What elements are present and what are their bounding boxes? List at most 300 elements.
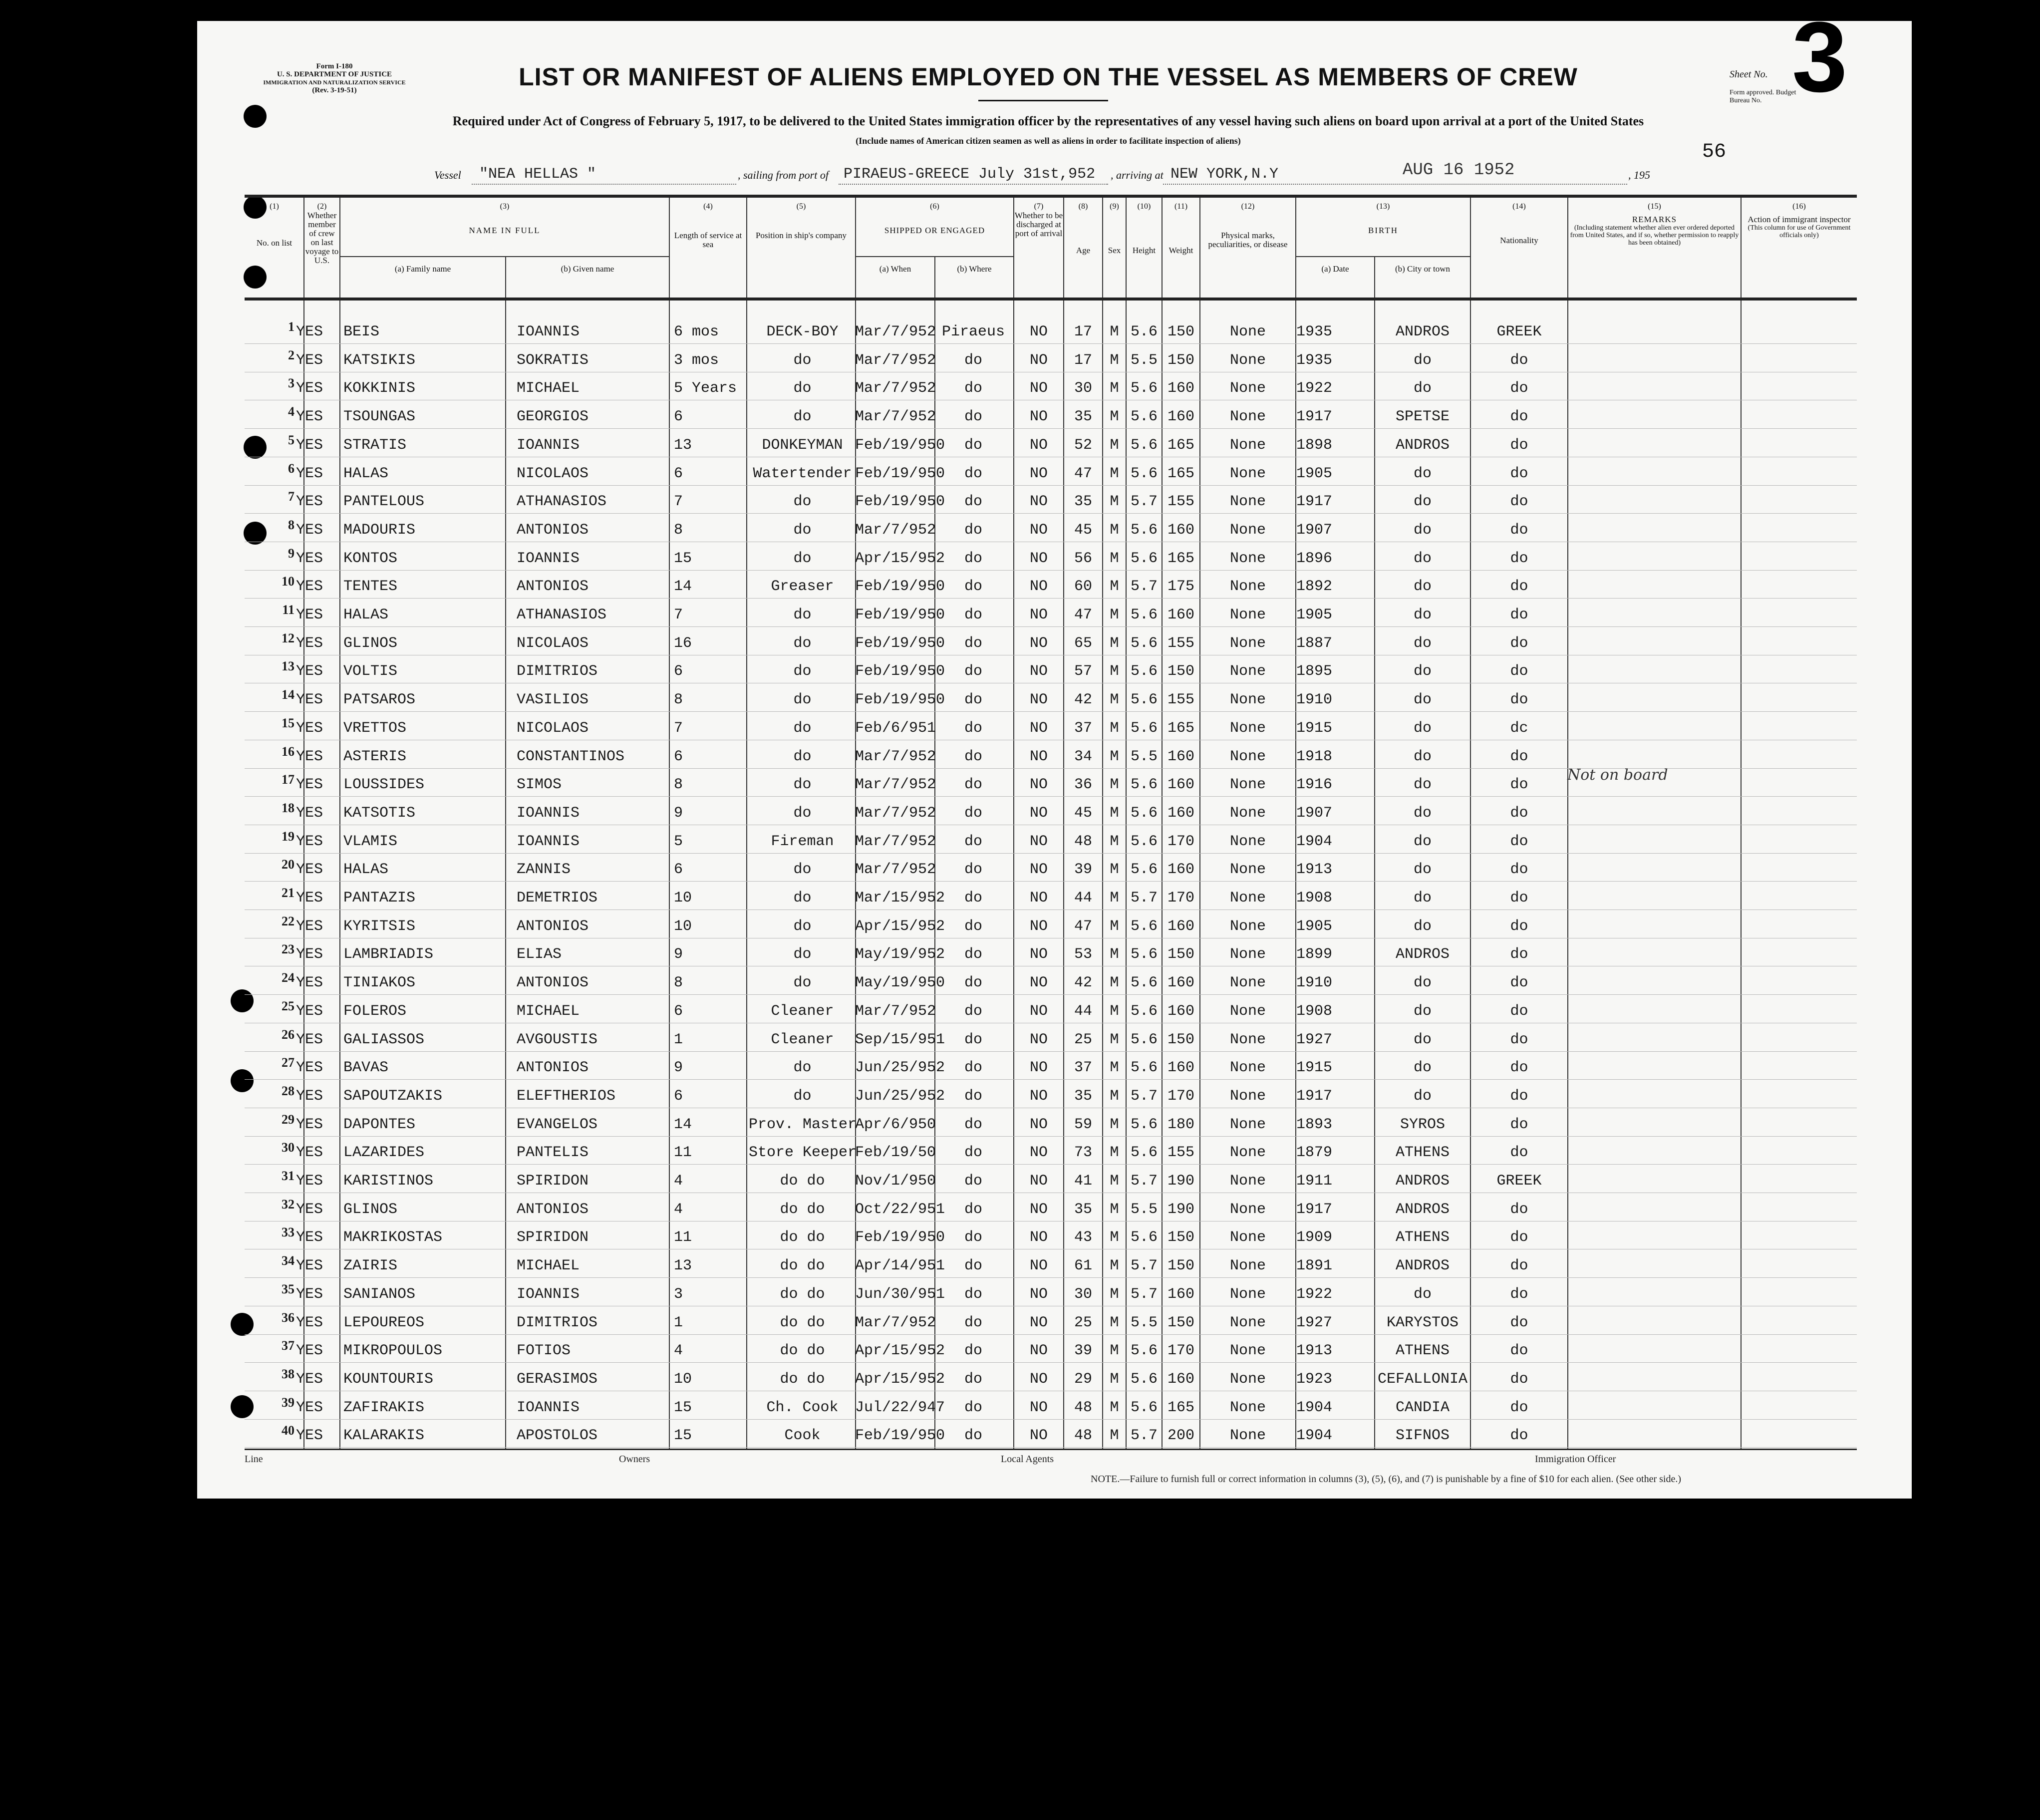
cell-birth-date: 1916 [1296, 776, 1333, 793]
cell-given-name: ATHANASIOS [517, 607, 607, 623]
cell-position: do [793, 974, 812, 991]
cell-last-voyage: YES [295, 1173, 323, 1190]
cell-position: do [793, 522, 812, 539]
cell-age: 45 [1074, 805, 1092, 822]
cell-sex: M [1110, 1116, 1119, 1133]
cell-weight: 190 [1167, 1173, 1194, 1190]
cell-nationality: do [1510, 946, 1528, 963]
cell-given-name: DEMETRIOS [517, 890, 598, 907]
cell-given-name: FOTIOS [517, 1342, 571, 1359]
cell-age: 35 [1074, 1088, 1092, 1105]
header-subtext: (This column for use of Government officials only) [1748, 224, 1851, 239]
cell-length-service: 9 [674, 946, 683, 963]
cell-birth-city: do [1413, 352, 1432, 369]
cell-shipped-when: Mar/7/952 [855, 323, 936, 340]
cell-family-name: VOLTIS [343, 663, 398, 680]
header-subtext: (Including statement whether alien ever ordered deported from United States, and if so, whether permission to reapply has been obtained) [1570, 224, 1739, 247]
cell-family-name: TENTES [343, 578, 398, 595]
header-num: (1) [270, 202, 279, 211]
cell-birth-city: KARYSTOS [1386, 1314, 1459, 1331]
cell-birth-city: ANDROS [1395, 1257, 1450, 1274]
cell-birth-date: 1905 [1296, 465, 1333, 482]
cell-discharged: NO [1029, 465, 1048, 482]
cell-position: do [793, 805, 812, 822]
header-text: Position in ship's company [755, 231, 847, 240]
row-number: 25 [282, 999, 294, 1013]
cell-family-name: KOKKINIS [343, 380, 416, 397]
cell-sex: M [1110, 408, 1119, 425]
cell-shipped-where: do [964, 890, 982, 907]
cell-shipped-where: do [964, 352, 982, 369]
cell-family-name: GLINOS [343, 635, 398, 652]
cell-given-name: MICHAEL [517, 380, 580, 397]
cell-given-name: SOKRATIS [517, 352, 589, 369]
cell-shipped-when: Feb/19/950 [855, 1427, 945, 1444]
cell-height: 5.5 [1130, 748, 1158, 765]
port-dotted-line [839, 184, 1108, 185]
cell-shipped-when: Jun/25/952 [855, 1059, 945, 1076]
cell-sex: M [1110, 1427, 1119, 1444]
cell-nationality: do [1510, 1257, 1528, 1274]
cell-physical-marks: None [1229, 861, 1266, 878]
row-number: 35 [282, 1282, 294, 1296]
cell-discharged: NO [1029, 578, 1048, 595]
cell-height: 5.7 [1130, 1286, 1158, 1303]
arrival-dotted-line [1163, 184, 1627, 185]
cell-family-name: KATSOTIS [343, 805, 416, 822]
cell-birth-date: 1893 [1296, 1116, 1333, 1133]
cell-family-name: PATSAROS [343, 691, 416, 708]
cell-height: 5.6 [1130, 1059, 1158, 1076]
cell-sex: M [1110, 1201, 1119, 1218]
cell-sex: M [1110, 748, 1119, 765]
cell-shipped-when: Feb/19/950 [855, 691, 945, 708]
cell-length-service: 15 [674, 550, 692, 567]
header-physical-marks [1200, 202, 1295, 249]
cell-given-name: GEORGIOS [517, 408, 589, 425]
cell-nationality: do [1510, 352, 1528, 369]
cell-shipped-where: do [964, 1003, 982, 1020]
page-title: LIST OR MANIFEST OF ALIENS EMPLOYED ON THE VESSEL AS MEMBERS OF CREW [519, 63, 1578, 91]
cell-position: do [793, 1059, 812, 1076]
header-text: Sex [1108, 246, 1121, 255]
cell-discharged: NO [1029, 1031, 1048, 1048]
header-num: (12) [1241, 202, 1255, 211]
header-num: (7) [1034, 202, 1044, 211]
cell-last-voyage: YES [295, 946, 323, 963]
cell-birth-city: ATHENS [1395, 1342, 1450, 1359]
cell-height: 5.6 [1130, 323, 1158, 340]
cell-birth-date: 1887 [1296, 635, 1333, 652]
cell-shipped-when: Mar/7/952 [855, 1003, 936, 1020]
vessel-dotted-line [472, 184, 736, 185]
cell-last-voyage: YES [295, 833, 323, 850]
cell-last-voyage: YES [295, 408, 323, 425]
cell-physical-marks: None [1229, 918, 1266, 935]
footer-local-agents-label: Local Agents [1001, 1454, 1054, 1465]
cell-nationality: do [1510, 1031, 1528, 1048]
cell-nationality: do [1510, 380, 1528, 397]
cell-position: do do [780, 1371, 825, 1388]
cell-discharged: NO [1029, 1399, 1048, 1416]
sailing-label: , sailing from port of [738, 169, 829, 181]
cell-position: do [793, 663, 812, 680]
cell-given-name: ANTONIOS [517, 1201, 589, 1218]
cell-shipped-when: Jun/25/952 [855, 1088, 945, 1105]
cell-height: 5.6 [1130, 833, 1158, 850]
cell-birth-city: ANDROS [1395, 1201, 1450, 1218]
cell-age: 25 [1074, 1031, 1092, 1048]
cell-nationality: do [1510, 522, 1528, 539]
cell-shipped-where: do [964, 635, 982, 652]
cell-birth-date: 1915 [1296, 720, 1333, 737]
cell-height: 5.7 [1130, 890, 1158, 907]
row-number: 12 [282, 631, 294, 645]
cell-weight: 160 [1167, 1286, 1194, 1303]
cell-physical-marks: None [1229, 748, 1266, 765]
cell-birth-city: CEFALLONIA [1377, 1371, 1468, 1388]
cell-age: 48 [1074, 1427, 1092, 1444]
cell-nationality: do [1510, 918, 1528, 935]
cell-sex: M [1110, 1314, 1119, 1331]
cell-position: do [793, 550, 812, 567]
cell-discharged: NO [1029, 720, 1048, 737]
row-number: 23 [282, 942, 294, 956]
cell-shipped-when: Mar/7/952 [855, 776, 936, 793]
cell-position: do [793, 493, 812, 510]
cell-sex: M [1110, 776, 1119, 793]
header-birth-date: (a) Date [1321, 264, 1349, 274]
cell-discharged: NO [1029, 437, 1048, 454]
cell-height: 5.5 [1130, 1314, 1158, 1331]
cell-sex: M [1110, 1031, 1119, 1048]
cell-last-voyage: YES [295, 1399, 323, 1416]
cell-shipped-where: do [964, 493, 982, 510]
row-number: 18 [282, 801, 294, 815]
cell-weight: 160 [1167, 607, 1194, 623]
cell-sex: M [1110, 974, 1119, 991]
cell-birth-date: 1908 [1296, 890, 1333, 907]
cell-birth-city: SYROS [1400, 1116, 1445, 1133]
cell-discharged: NO [1029, 522, 1048, 539]
cell-nationality: dc [1510, 720, 1528, 737]
row-rule [245, 1051, 1857, 1052]
cell-position: do [793, 890, 812, 907]
cell-birth-city: do [1413, 918, 1432, 935]
cell-physical-marks: None [1229, 408, 1266, 425]
cell-physical-marks: None [1229, 1286, 1266, 1303]
cell-given-name: SPIRIDON [517, 1173, 589, 1190]
cell-shipped-when: Feb/19/950 [855, 578, 945, 595]
cell-given-name: NICOLAOS [517, 465, 589, 482]
cell-weight: 160 [1167, 861, 1194, 878]
year-label: , 195 [1628, 169, 1650, 181]
col-divider [669, 198, 670, 1449]
cell-weight: 160 [1167, 1059, 1194, 1076]
cell-weight: 165 [1167, 1399, 1194, 1416]
cell-birth-date: 1922 [1296, 1286, 1333, 1303]
cell-shipped-when: Apr/14/951 [855, 1257, 945, 1274]
row-rule [245, 1419, 1857, 1420]
cell-weight: 190 [1167, 1201, 1194, 1218]
cell-age: 65 [1074, 635, 1092, 652]
footer-note: NOTE.—Failure to furnish full or correct information in columns (3), (5), (6), and (7) is punishable by a fine of $10 for each alien. (See other side.) [1091, 1474, 1681, 1485]
cell-nationality: do [1510, 1399, 1528, 1416]
row-number: 37 [282, 1338, 294, 1353]
vessel-name: "NEA HELLAS " [479, 166, 596, 183]
row-number: 13 [282, 659, 294, 673]
row-rule [245, 1447, 1857, 1448]
cell-age: 52 [1074, 437, 1092, 454]
header-weight [1163, 202, 1199, 255]
cell-nationality: do [1510, 437, 1528, 454]
cell-nationality: do [1510, 805, 1528, 822]
cell-length-service: 11 [674, 1229, 692, 1246]
row-number: 36 [282, 1310, 294, 1325]
cell-family-name: HALAS [343, 607, 389, 623]
cell-position: do [793, 918, 812, 935]
cell-physical-marks: None [1229, 833, 1266, 850]
arrival-port: NEW YORK,N.Y [1170, 166, 1279, 183]
cell-shipped-where: do [964, 1201, 982, 1218]
row-number: 21 [282, 886, 294, 900]
cell-sex: M [1110, 1144, 1119, 1161]
cell-weight: 160 [1167, 805, 1194, 822]
cell-discharged: NO [1029, 776, 1048, 793]
cell-weight: 165 [1167, 550, 1194, 567]
cell-height: 5.6 [1130, 437, 1158, 454]
cell-length-service: 3 mos [674, 352, 719, 369]
header-text: Weight [1168, 246, 1193, 255]
cell-shipped-when: Mar/7/952 [855, 352, 936, 369]
cell-shipped-where: do [964, 578, 982, 595]
cell-position: do [793, 380, 812, 397]
cell-position: do do [780, 1342, 825, 1359]
cell-nationality: do [1510, 408, 1528, 425]
cell-birth-city: do [1413, 578, 1432, 595]
cell-nationality: do [1510, 635, 1528, 652]
cell-discharged: NO [1029, 946, 1048, 963]
cell-family-name: KONTOS [343, 550, 398, 567]
cell-shipped-when: Sep/15/951 [855, 1031, 945, 1048]
cell-family-name: KARISTINOS [343, 1173, 434, 1190]
cell-sex: M [1110, 1088, 1119, 1105]
cell-weight: 155 [1167, 635, 1194, 652]
cell-birth-date: 1879 [1296, 1144, 1333, 1161]
cell-family-name: LAZARIDES [343, 1144, 425, 1161]
cell-position: do [793, 1088, 812, 1105]
row-rule [245, 343, 1857, 344]
cell-family-name: GALIASSOS [343, 1031, 425, 1048]
cell-age: 37 [1074, 1059, 1092, 1076]
row-number: 30 [282, 1140, 294, 1155]
cell-birth-city: ATHENS [1395, 1229, 1450, 1246]
cell-given-name: AVGOUSTIS [517, 1031, 598, 1048]
header-text: SHIPPED OR ENGAGED [884, 226, 985, 235]
row-number: 7 [288, 489, 294, 504]
row-number: 3 [288, 376, 294, 390]
footer-line-label: Line [245, 1454, 263, 1465]
header-inspector-action [1742, 202, 1857, 239]
cell-family-name: SANIANOS [343, 1286, 416, 1303]
cell-height: 5.6 [1130, 691, 1158, 708]
header-name-in-full [340, 202, 669, 235]
cell-birth-city: do [1413, 1286, 1432, 1303]
row-number: 24 [282, 970, 294, 985]
cell-birth-date: 1910 [1296, 691, 1333, 708]
cell-position: do [793, 408, 812, 425]
cell-family-name: HALAS [343, 465, 389, 482]
cell-length-service: 7 [674, 607, 683, 623]
cell-physical-marks: None [1229, 1116, 1266, 1133]
cell-height: 5.6 [1130, 1399, 1158, 1416]
header-text: Height [1132, 246, 1156, 255]
cell-given-name: GERASIMOS [517, 1371, 598, 1388]
cell-physical-marks: None [1229, 946, 1266, 963]
row-rule [245, 994, 1857, 995]
cell-physical-marks: None [1229, 1257, 1266, 1274]
cell-family-name: KOUNTOURIS [343, 1371, 434, 1388]
cell-physical-marks: None [1229, 720, 1266, 737]
cell-shipped-when: Mar/15/952 [855, 890, 945, 907]
cell-nationality: do [1510, 861, 1528, 878]
header-text: Nationality [1500, 236, 1538, 245]
cell-birth-city: do [1413, 380, 1432, 397]
cell-length-service: 7 [674, 720, 683, 737]
header-num: (4) [703, 202, 713, 211]
cell-birth-date: 1927 [1296, 1314, 1333, 1331]
row-rule [245, 626, 1857, 627]
cell-weight: 180 [1167, 1116, 1194, 1133]
cell-birth-date: 1917 [1296, 493, 1333, 510]
cell-age: 60 [1074, 578, 1092, 595]
table-bottom-rule [245, 1449, 1857, 1450]
cell-given-name: ANTONIOS [517, 522, 589, 539]
row-rule [245, 1136, 1857, 1137]
cell-birth-city: SPETSE [1395, 408, 1450, 425]
cell-physical-marks: None [1229, 607, 1266, 623]
cell-height: 5.5 [1130, 1201, 1158, 1218]
cell-family-name: VLAMIS [343, 833, 398, 850]
cell-height: 5.6 [1130, 1031, 1158, 1048]
cell-discharged: NO [1029, 833, 1048, 850]
cell-position: DECK-BOY [766, 323, 839, 340]
cell-family-name: LAMBRIADIS [343, 946, 434, 963]
cell-discharged: NO [1029, 1427, 1048, 1444]
cell-weight: 150 [1167, 1031, 1194, 1048]
cell-birth-date: 1913 [1296, 1342, 1333, 1359]
cell-sex: M [1110, 1059, 1119, 1076]
cell-last-voyage: YES [295, 1257, 323, 1274]
row-number: 19 [282, 829, 294, 844]
cell-weight: 160 [1167, 748, 1194, 765]
cell-birth-date: 1908 [1296, 1003, 1333, 1020]
cell-shipped-when: Mar/7/952 [855, 861, 936, 878]
header-num: (2) [317, 202, 327, 211]
cell-shipped-when: Feb/19/950 [855, 607, 945, 623]
cell-length-service: 5 [674, 833, 683, 850]
row-rule [245, 1362, 1857, 1363]
cell-weight: 150 [1167, 663, 1194, 680]
cell-sex: M [1110, 437, 1119, 454]
cell-height: 5.7 [1130, 1173, 1158, 1190]
cell-birth-city: do [1413, 1003, 1432, 1020]
cell-last-voyage: YES [295, 1229, 323, 1246]
cell-length-service: 4 [674, 1173, 683, 1190]
cell-physical-marks: None [1229, 1201, 1266, 1218]
cell-birth-city: ANDROS [1395, 946, 1450, 963]
cell-shipped-when: Jun/30/951 [855, 1286, 945, 1303]
row-rule [245, 598, 1857, 599]
cell-length-service: 6 [674, 663, 683, 680]
cell-height: 5.6 [1130, 408, 1158, 425]
cell-length-service: 11 [674, 1144, 692, 1161]
cell-sex: M [1110, 380, 1119, 397]
cell-height: 5.6 [1130, 861, 1158, 878]
header-num: (6) [930, 202, 939, 211]
cell-position: do [793, 776, 812, 793]
cell-weight: 160 [1167, 776, 1194, 793]
row-number: 40 [282, 1423, 294, 1438]
cell-height: 5.6 [1130, 1342, 1158, 1359]
cell-birth-city: do [1413, 1088, 1432, 1105]
cell-discharged: NO [1029, 691, 1048, 708]
cell-sex: M [1110, 1342, 1119, 1359]
cell-shipped-when: Mar/7/952 [855, 380, 936, 397]
row-rule [245, 796, 1857, 797]
cell-length-service: 8 [674, 691, 683, 708]
cell-physical-marks: None [1229, 663, 1266, 680]
arrival-date-stamp: AUG 16 1952 [1403, 161, 1515, 180]
row-number: 15 [282, 716, 294, 730]
cell-last-voyage: YES [295, 1314, 323, 1331]
cell-weight: 170 [1167, 1342, 1194, 1359]
cell-given-name: ANTONIOS [517, 578, 589, 595]
header-text: Whether member of crew on last voyage to U.S. [305, 211, 339, 265]
vessel-label: Vessel [434, 169, 461, 181]
header-where: (b) Where [957, 264, 992, 274]
cell-shipped-where: do [964, 437, 982, 454]
sailing-port: PIRAEUS-GREECE July 31st,952 [844, 166, 1096, 183]
cell-physical-marks: None [1229, 691, 1266, 708]
cell-nationality: do [1510, 748, 1528, 765]
header-nationality [1471, 202, 1567, 245]
header-num: (15) [1648, 202, 1661, 211]
cell-sex: M [1110, 1229, 1119, 1246]
cell-shipped-when: May/19/952 [855, 946, 945, 963]
cell-length-service: 1 [674, 1031, 683, 1048]
row-rule [245, 1334, 1857, 1335]
cell-height: 5.6 [1130, 918, 1158, 935]
cell-age: 17 [1074, 352, 1092, 369]
table-top-rule [245, 195, 1857, 198]
header-no-on-list [246, 202, 303, 248]
cell-given-name: VASILIOS [517, 691, 589, 708]
header-length-service [670, 202, 746, 249]
cell-nationality: do [1510, 663, 1528, 680]
header-given-name: (b) Given name [561, 264, 614, 274]
cell-weight: 165 [1167, 720, 1194, 737]
cell-age: 48 [1074, 833, 1092, 850]
row-rule [245, 711, 1857, 712]
cell-weight: 160 [1167, 974, 1194, 991]
cell-height: 5.7 [1130, 1427, 1158, 1444]
cell-shipped-where: do [964, 1286, 982, 1303]
cell-birth-city: ANDROS [1395, 1173, 1450, 1190]
cell-physical-marks: None [1229, 522, 1266, 539]
cell-birth-city: do [1413, 974, 1432, 991]
cell-shipped-where: do [964, 748, 982, 765]
